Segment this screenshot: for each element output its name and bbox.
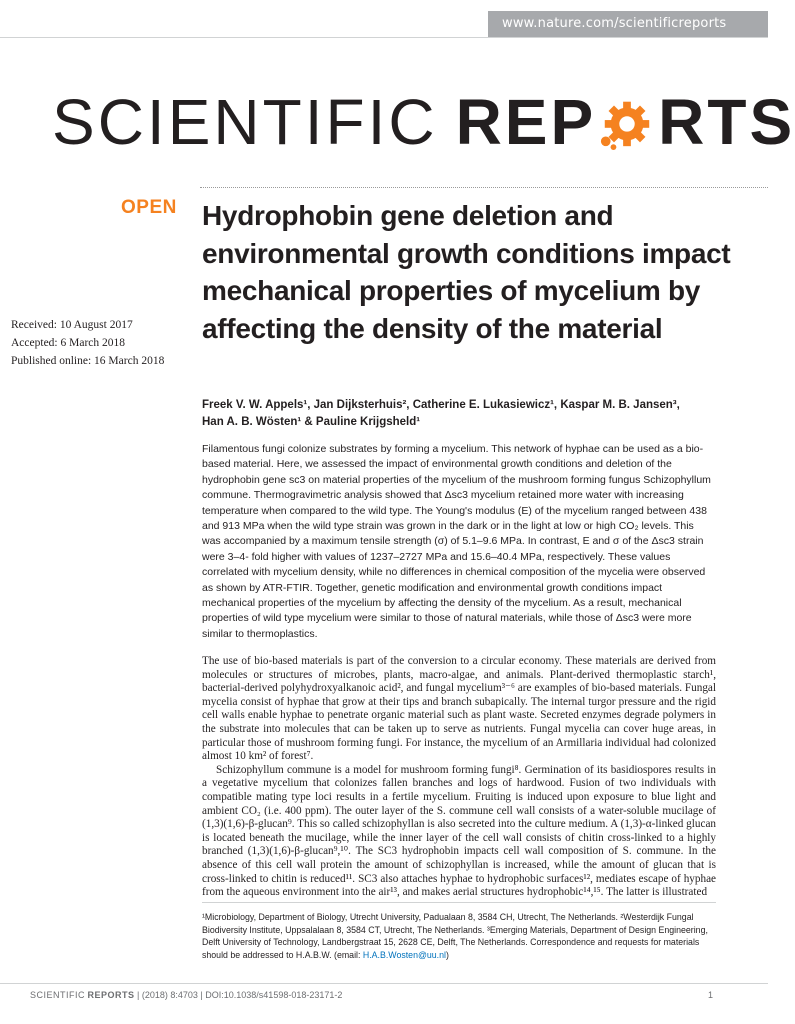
affiliations-close: ) xyxy=(445,949,449,960)
footer-citation-text: | (2018) 8:4703 | DOI:10.1038/s41598-018-23171-2 xyxy=(134,990,343,1000)
page-number: 1 xyxy=(707,990,713,1000)
abstract: Filamentous fungi colonize substrates by forming a mycelium. This network of hyphae can be used as a bio-based material. Here, we assessed the impact of environmental growth conditions and deletion of the hydrophobin gene sc3 on material properties of the mycelium of the mushroom forming fungus Schizophyllum commune. Thermogravimetric analysis showed that Δsc3 mycelium retained more water with increasing temperature when compared to the wild type. The Young's modulus (E) of the mycelium ranged between 438 and 913 MPa when the wild type strain was grown in the dark or in the light at low or high CO₂ levels. This was accompanied by a maximum tensile strength (σ) of 5.1–9.6 MPa. In contrast, E and σ of the Δsc3 strain were 3–4- fold higher with values of 1237–2727 MPa and 15.6–40.4 MPa, respectively. These values correlated with mycelium density, while no differences in chemical composition of the mycelia were observed as shown by ATR-FTIR. Together, genetic modification and environmental growth conditions impact mechanical properties of the mycelium by affecting the density of the mycelium. As a result, mechanical properties of wild type mycelium were similar to those of natural materials, while those of Δsc3 were more similar to thermoplastics. xyxy=(202,443,711,640)
body-paragraph-2: Schizophyllum commune is a model for mushroom forming fungi⁸. Germination of its basidiospores results in a vegetative mycelium that colonizes fallen branches and logs of hardwood. Fusion of two individuals with compatible mating type loci results in a fertile mycelium. Fruiting is induced upon exposure to blue light and ambient CO₂ (i.e. 400 ppm). The outer layer of the S. commune cell wall consists of a water-soluble mucilage of (1,3)(1,6)-β-glucan⁹. This so called schizophyllan is also secreted into the culture medium. A (1,3)-α-linked glucan is located beneath the mucilage, while the inner layer of the cell wall consists of chitin cross-linked to a highly branched (1,3)(1,6)-β-glucan⁹,¹⁰. The SC3 hydrophobin impacts cell wall composition of S. commune. In the absence of this cell wall protein the amount of schizophyllan is increased, while the amount of glucan that is cross-linked to chitin is reduced¹¹. SC3 also attaches hyphae to hydrophobic surfaces¹², mediates escape of hyphae from the aqueous environment into the air¹³, and makes aerial structures hydrophobic¹⁴,¹⁵. The latter is illustrated xyxy=(202,763,716,899)
body-paragraph-1: The use of bio-based materials is part of the conversion to a circular economy. These materials are derived from molecules or structures of microbes, plants, macro-algae, and animals. Plant-derived thermoplastic starch¹, bacterial-derived polyhydroxyalkanoic acid², and fungal mycelium³⁻⁶ are examples of bio-based materials. Fungal mycelia consist of hyphae that grow at their tips and branch subapically. The internal turgor pressure and the rigid cell walls enable hyphae to penetrate organic material such as plant waste. Secreted enzymes degrade polymers in the substrate into molecules that can be taken up to serve as nutrients. Fungal mycelia can cover huge areas, in particular those of mushroom forming fungi. For instance, the mycelium of an Armillaria individual had colonized almost 10 km² of forest⁷. xyxy=(202,655,716,763)
masthead-light-text: SCIENTIFIC xyxy=(52,86,438,158)
footer-citation xyxy=(30,990,342,1000)
article-title: Hydrophobin gene deletion and environmental growth conditions impact mechanical properties of mycelium by affecting the density of the material xyxy=(202,200,731,344)
correspondence-email-link[interactable]: H.A.B.Wosten@uu.nl xyxy=(362,949,446,960)
accepted-date: Accepted: 6 March 2018 xyxy=(11,337,126,349)
open-access-label: OPEN xyxy=(121,197,177,218)
body-text xyxy=(202,655,716,900)
affiliations-text: ¹Microbiology, Department of Biology, Utrecht University, Padualaan 8, 3584 CH, Utrecht, The Netherlands. ²Westerdijk Fungal Biodiversity Institute, Uppsalalaan 8, 3584 CT, Utrecht, The Netherlands. ³Emerging Materials, Department of Design Engineering, Delft University of Technology, Landbergstraat 15, 2628 CE, Delft, The Netherlands. Correspondence and requests for materials should be addressed to H.A.B.W. (email: xyxy=(202,912,708,960)
article-dates xyxy=(11,316,164,370)
top-rule xyxy=(0,37,768,38)
footer-brand-bold: REPORTS xyxy=(87,990,135,1000)
masthead-bold-text-end: RTS xyxy=(658,86,795,158)
affiliations xyxy=(202,911,722,961)
gear-logo-icon xyxy=(598,93,656,151)
journal-masthead xyxy=(52,82,795,162)
journal-url[interactable]: www.nature.com/scientificreports xyxy=(502,16,727,31)
author-list xyxy=(202,397,762,431)
dotted-separator xyxy=(200,187,768,188)
received-date: Received: 10 August 2017 xyxy=(11,319,133,331)
authors-line-1: Freek V. W. Appels¹, Jan Dijksterhuis², Catherine E. Lukasiewicz¹, Kaspar M. B. Jansen³, xyxy=(202,399,680,411)
journal-url-tab[interactable] xyxy=(488,11,768,37)
footer-rule xyxy=(0,983,768,984)
authors-line-2: Han A. B. Wösten¹ & Pauline Krijgsheld¹ xyxy=(202,416,421,428)
masthead-bold-text-start: REP xyxy=(455,86,597,158)
footnote-rule xyxy=(202,902,716,903)
published-date: Published online: 16 March 2018 xyxy=(11,355,165,367)
footer-brand-light: SCIENTIFIC xyxy=(30,990,86,1000)
